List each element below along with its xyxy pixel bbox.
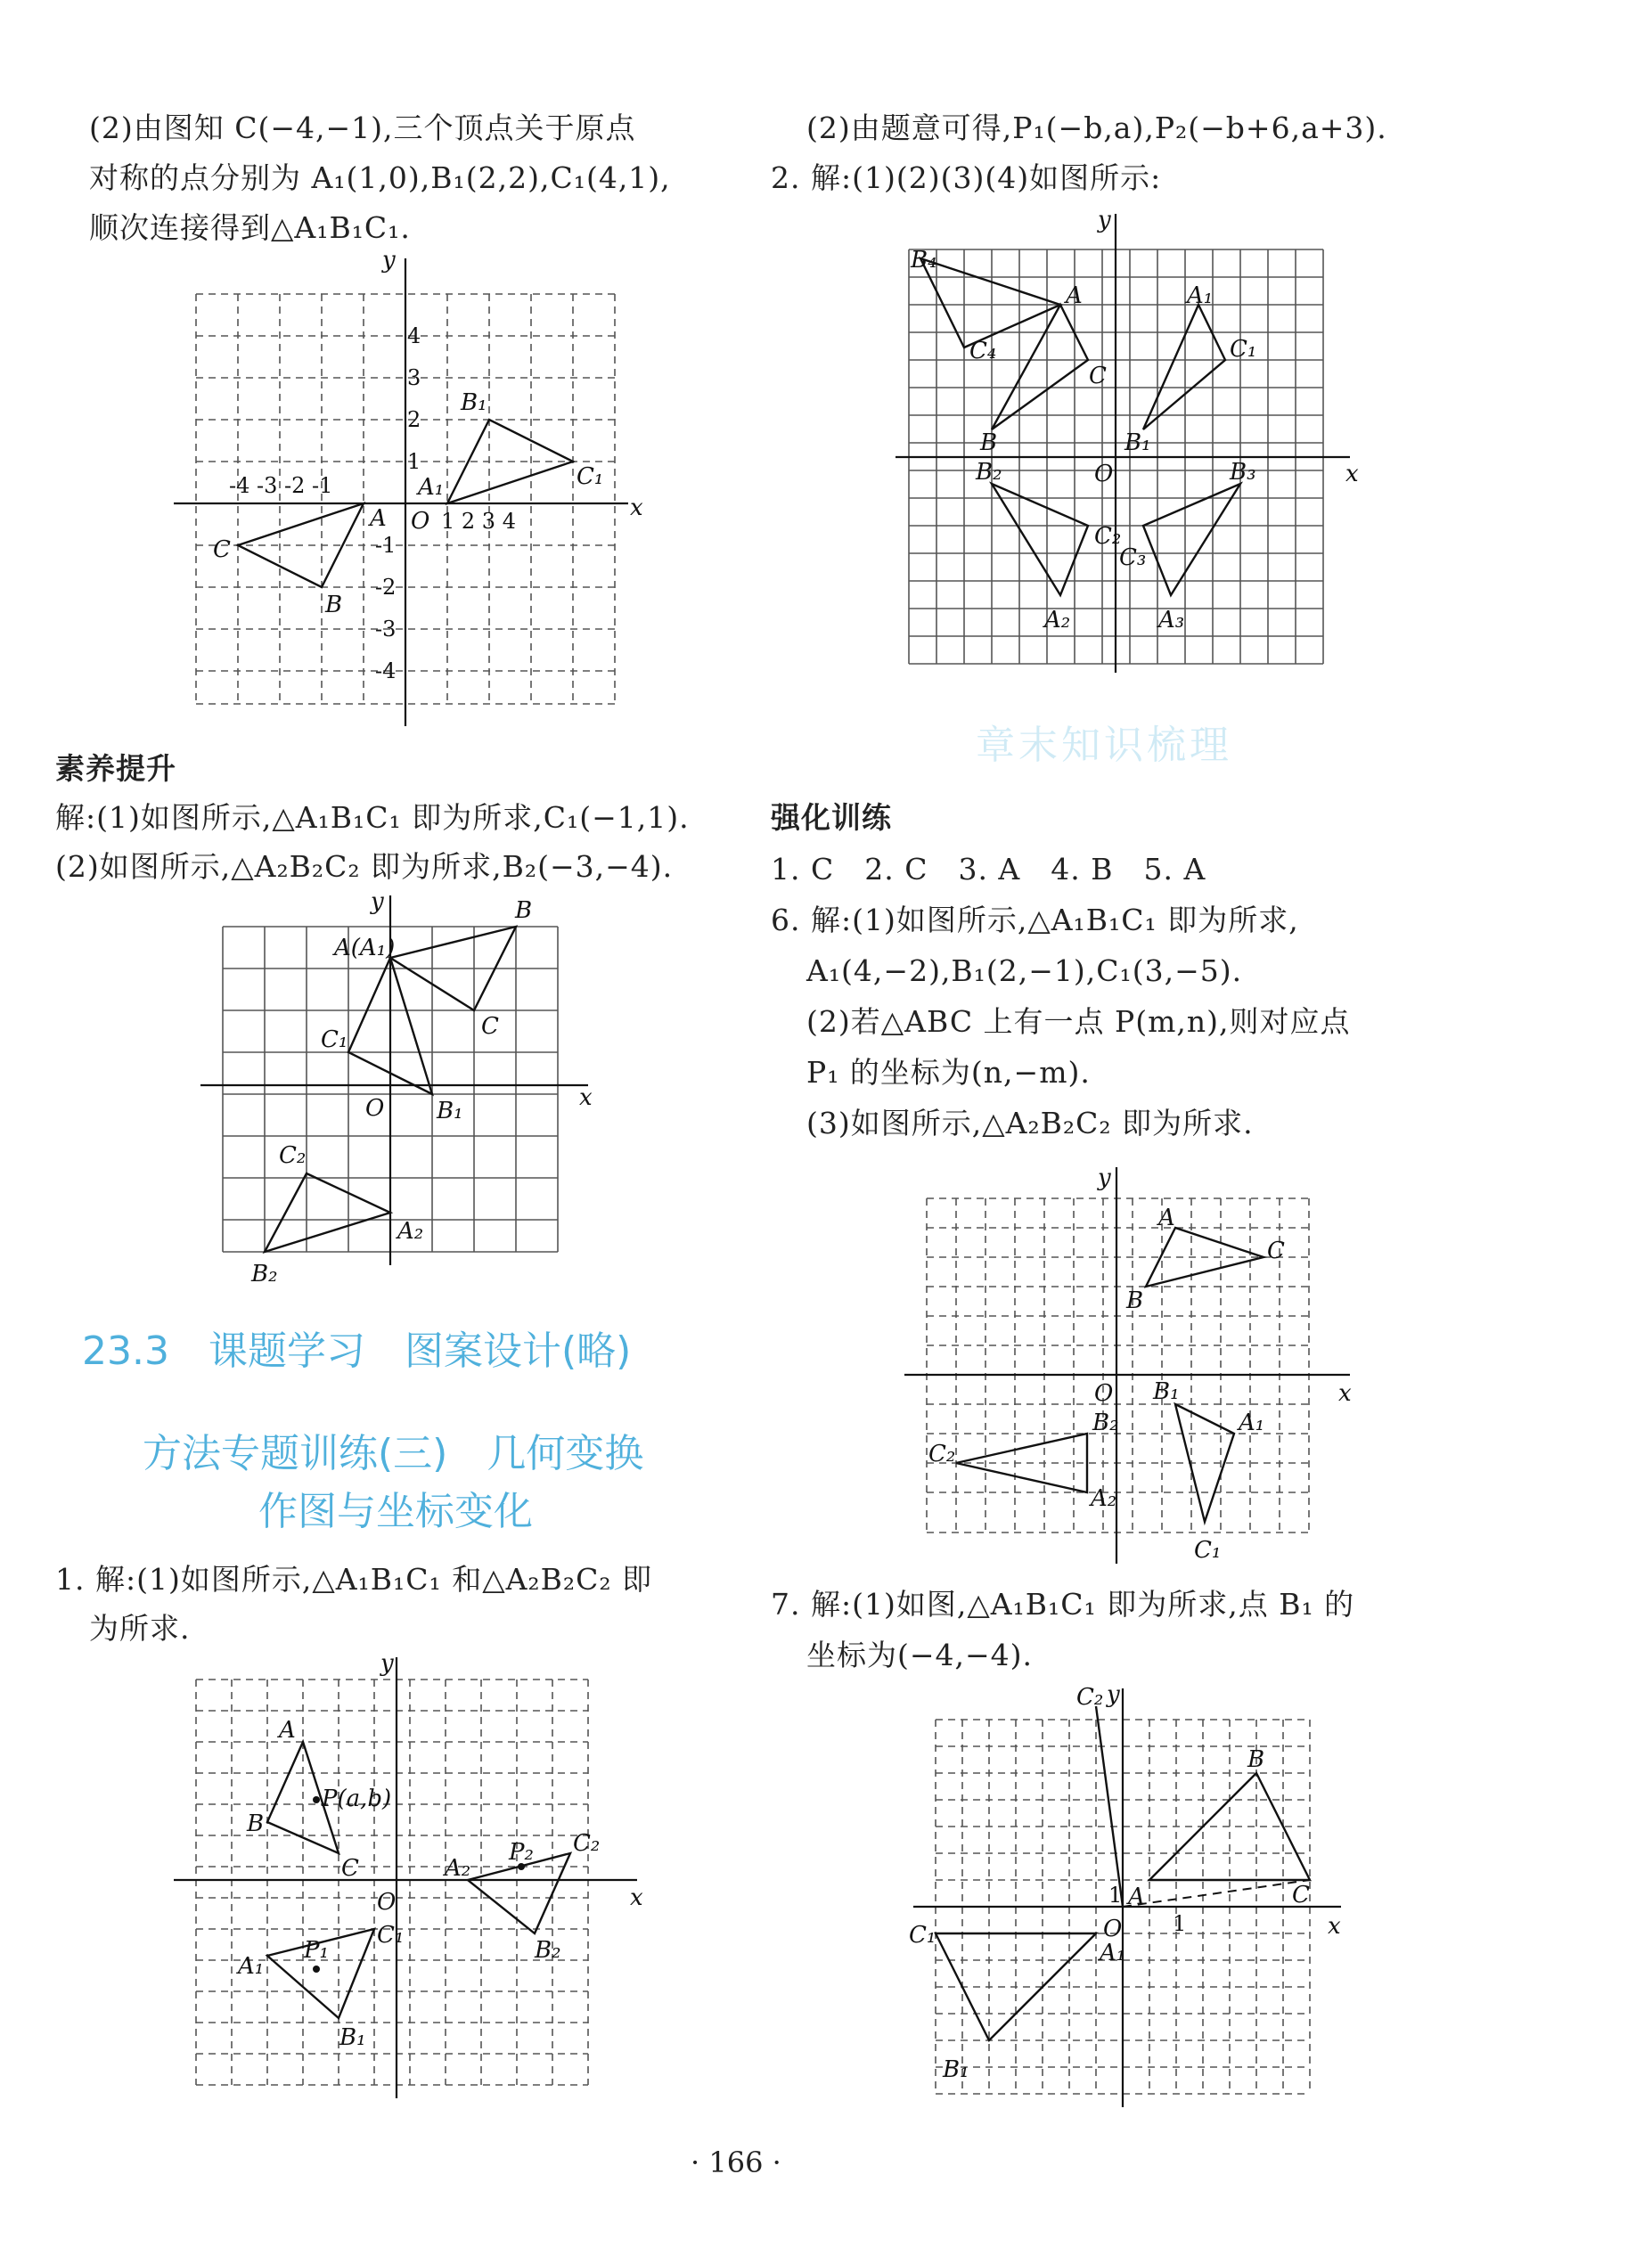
fig2-label-A: A(A₁) [334,935,396,961]
fig4-label-C3: C₃ [1119,544,1147,571]
fig3-label-P: P(a,b) [322,1786,392,1812]
fig6-label-B: B [1247,1746,1265,1773]
fig1-tick: -4 [375,658,397,683]
fig3-label-C: C [341,1855,359,1882]
figure-2-coordinate-grid [196,888,606,1287]
fig3-grid [196,1680,588,2085]
fig2-label-C2: C₂ [279,1142,307,1169]
qianghua-title: 强化训练 [771,800,892,835]
fig1-label-C1: C₁ [577,463,604,490]
q6-line2: A₁(4,−2),B₁(2,−1),C₁(3,−5). [806,953,1243,988]
fig5-grid [927,1198,1309,1532]
page-number: · 166 · [691,2145,781,2179]
fig1-tick: 1 2 3 4 [441,509,516,534]
q6-line1: 6. 解:(1)如图所示,△A₁B₁C₁ 即为所求, [771,903,1299,937]
fig1-label-B: B [325,592,343,618]
fig4-y-label: y [1098,207,1111,233]
fig6-label-C: C [1292,1882,1310,1908]
figure-4-coordinate-grid [891,205,1372,677]
fig3-label-P1: P₁ [304,1937,329,1964]
fig2-label-B: B [515,897,533,924]
right-line2: 2. 解:(1)(2)(3)(4)如图所示: [771,160,1162,195]
fig6-label-B1: B₁ [943,2056,969,2083]
fig6-segment-c2 [1096,1706,1123,1907]
fig3-label-A1: A₁ [238,1953,265,1980]
fig1-tick: -2 [375,575,397,600]
fig3-y-label: y [380,1650,394,1677]
fig3-label-A: A [279,1717,296,1744]
fig6-tick: 1 [1108,1883,1123,1908]
fig4-label-C4: C₄ [969,338,997,364]
left-p2-line1: (2)由图知 C(−4,−1),三个顶点关于原点 [89,110,636,145]
fig6-label-A1: A₁ [1100,1940,1126,1966]
fig2-label-A2: A₂ [397,1218,424,1245]
fig4-label-A3: A₃ [1158,607,1185,633]
fig4-label-A2: A₂ [1044,607,1071,633]
q6-line5: (3)如图所示,△A₂B₂C₂ 即为所求. [806,1106,1254,1140]
fig5-label-B: B [1126,1287,1144,1314]
fig2-x-label: x [579,1084,593,1111]
chapter-summary-title: 章末知识梳理 [976,723,1232,768]
fig4-label-A1: A₁ [1187,282,1214,309]
fig3-origin: O [377,1889,397,1916]
fig5-label-B2: B₂ [1092,1410,1119,1436]
q7-line2: 坐标为(−4,−4). [806,1638,1034,1672]
fig5-label-C: C [1267,1238,1285,1264]
suyang-title: 素养提升 [55,751,176,786]
fig3-label-B1: B₁ [339,2024,366,2051]
figure-3-coordinate-grid [174,1650,655,2116]
fig3-label-P2: P₂ [509,1839,534,1866]
fig1-label-B1: B₁ [461,389,487,416]
fig1-label-C: C [213,536,231,563]
fig4-label-C: C [1089,363,1107,389]
fig3-label-B2: B₂ [535,1937,561,1964]
method-title-line1: 方法专题训练(三) 几何变换 [143,1431,644,1476]
section-23-3-title: 23.3 课题学习 图案设计(略) [82,1328,632,1374]
fig4-label-A: A [1066,282,1083,309]
fig1-tick: 2 [407,407,421,432]
fig3-label-C2: C₂ [573,1830,601,1857]
fig4-label-C2: C₂ [1094,523,1122,550]
q6-line3: (2)若△ABC 上有一点 P(m,n),则对应点 [806,1004,1351,1039]
fig3-label-B: B [247,1810,265,1837]
fig2-y-label: y [371,888,384,915]
fig5-label-C1: C₁ [1194,1537,1222,1564]
fig6-tick: 1 [1173,1911,1187,1936]
fig6-dashed-line [1123,1880,1310,1907]
fig3-label-A2: A₂ [445,1855,471,1882]
fig4-label-B1: B₁ [1125,429,1151,456]
fig1-tick: -1 [375,533,397,558]
fig3-point-P [313,1796,320,1803]
suyang-line1: 解:(1)如图所示,△A₁B₁C₁ 即为所求,C₁(−1,1). [55,800,690,835]
fig1-y-label: y [382,247,396,274]
fig3-label-C1: C₁ [377,1922,405,1949]
fig5-origin: O [1094,1380,1114,1407]
right-line1: (2)由题意可得,P₁(−b,a),P₂(−b+6,a+3). [806,110,1387,145]
q6-line4: P₁ 的坐标为(n,−m). [806,1055,1091,1090]
fig1-label-A: A [370,505,387,532]
fig2-label-C1: C₁ [321,1026,348,1053]
fig2-label-B2: B₂ [251,1261,278,1287]
fig6-x-label: x [1328,1913,1341,1940]
fig5-y-label: y [1098,1165,1111,1191]
fig1-origin: O [411,508,430,535]
figure-1-coordinate-grid [174,247,646,735]
fig3-point-P1 [313,1966,320,1973]
fig4-label-B4: B₄ [911,247,937,274]
fig6-origin: O [1103,1916,1123,1942]
method-title-line2: 作图与坐标变化 [258,1489,533,1534]
fig4-triangle-abc [992,305,1088,429]
figure-6-coordinate-grid [900,1680,1363,2098]
fig2-label-C: C [481,1013,499,1040]
fig1-tick: 1 [407,449,421,474]
fig1-label-A1: A₁ [418,474,445,501]
fig6-label-C2: C₂ [1076,1684,1104,1711]
answers-1-5: 1. C 2. C 3. A 4. B 5. A [771,852,1206,887]
fig1-x-label: x [630,494,643,521]
fig4-x-label: x [1345,461,1359,487]
fig1-tick: 4 [407,323,421,348]
fig6-label-A: A [1128,1884,1145,1910]
fig4-label-B3: B₃ [1230,459,1256,486]
fig3-x-label: x [630,1884,643,1911]
q7-line1: 7. 解:(1)如图,△A₁B₁C₁ 即为所求,点 B₁ 的 [771,1587,1355,1622]
fig5-x-label: x [1338,1380,1352,1407]
fig5-label-C2: C₂ [928,1441,956,1467]
fig4-label-B: B [980,429,998,456]
left-p2-line2: 对称的点分别为 A₁(1,0),B₁(2,2),C₁(4,1), [89,160,671,195]
fig5-label-A2: A₂ [1091,1485,1117,1512]
fig1-tick: -4 -3 -2 -1 [229,473,333,498]
fig5-label-B1: B₁ [1153,1378,1180,1405]
fig1-tick: -3 [375,617,397,642]
fig2-label-B1: B₁ [437,1098,463,1124]
fig2-triangle-a2b2c2 [265,1173,390,1252]
fig5-label-A1: A₁ [1239,1410,1265,1436]
fig4-triangle-a2b2c2 [992,484,1088,595]
fig4-label-C1: C₁ [1230,336,1257,363]
q1-line1: 1. 解:(1)如图所示,△A₁B₁C₁ 和△A₂B₂C₂ 即 [55,1562,653,1597]
fig4-triangle-a-b4-c4 [920,258,1060,347]
fig2-origin: O [365,1095,385,1122]
suyang-line2: (2)如图所示,△A₂B₂C₂ 即为所求,B₂(−3,−4). [55,849,674,884]
figure-5-coordinate-grid [900,1158,1363,1568]
fig6-y-label: y [1107,1681,1120,1708]
fig5-label-A: A [1158,1205,1175,1231]
fig6-label-C1: C₁ [909,1922,936,1949]
q1-line2: 为所求. [89,1611,191,1646]
fig1-tick: 3 [407,365,421,390]
left-p2-line3: 顺次连接得到△A₁B₁C₁. [89,210,411,245]
fig4-label-B2: B₂ [976,459,1002,486]
fig4-origin: O [1094,461,1114,487]
